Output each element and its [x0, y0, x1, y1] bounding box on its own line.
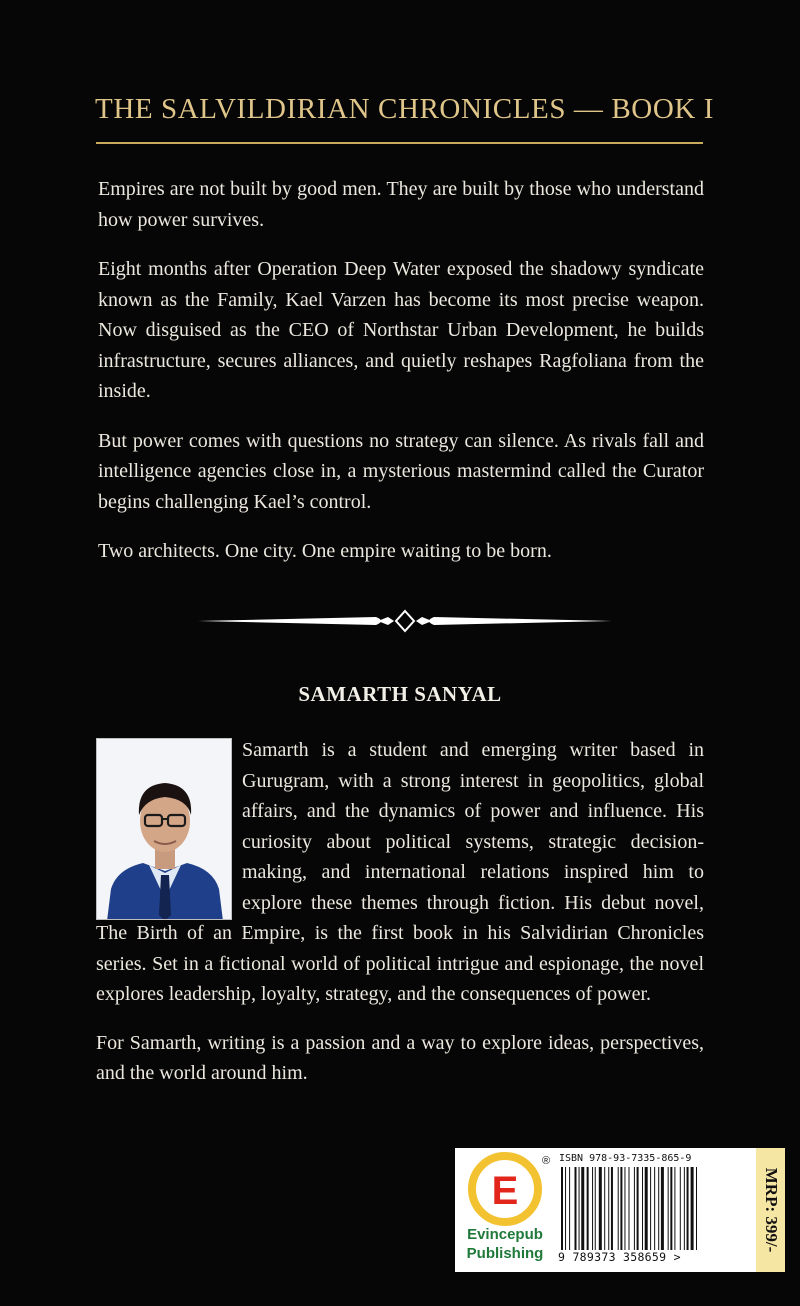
barcode-number: 9 789373 358659 > — [558, 1250, 681, 1264]
bio-paragraph: For Samarth, writing is a passion and a way to explore ideas, perspectives, and the world around him. — [96, 1031, 704, 1084]
series-title: THE SALVILDIRIAN CHRONICLES — BOOK I — [95, 93, 715, 125]
logo-letter: E — [491, 1169, 519, 1213]
author-bio — [96, 735, 704, 1107]
blurb-paragraph: Empires are not built by good men. They are built by those who understand how power survives. — [98, 178, 704, 231]
author-name: SAMARTH SANYAL — [298, 682, 502, 706]
registered-mark: ® — [541, 1155, 550, 1167]
publisher-name-line2: Publishing — [466, 1245, 544, 1262]
publisher-logo-icon — [460, 1152, 550, 1226]
publisher-name-line1: Evincepub — [467, 1226, 543, 1243]
blurb-paragraph: But power comes with questions no strategy can silence. As rivals fall and intelligence agencies close in, a mysterious mastermind called the Curator begins challenging Kael’s control. — [98, 429, 704, 513]
ornamental-divider — [198, 608, 612, 634]
price-label: MRP: 399/- — [761, 1167, 781, 1253]
blurb-paragraph: Eight months after Operation Deep Water exposed the shadowy syndicate known as the Family, Kael Varzen has become its most precise weapon. Now disguised as the CEO of Northstar Urban Development, he builds infrastructure, secures alliances, and quietly reshapes Ragfoliana from the inside. — [98, 258, 704, 402]
price-band — [756, 1148, 785, 1272]
publisher-logo — [460, 1152, 550, 1268]
blurb-paragraph: Two architects. One city. One empire waiting to be born. — [98, 540, 552, 562]
bio-paragraph: Samarth is a student and emerging writer based in Gurugram, with a strong interest in geopolitics, global affairs, and the dynamics of power and influence. His curiosity about political systems, strategic decision-making, and international relations inspired him to explore these themes through fiction. His debut novel, The Birth of an Empire, is the first book in his Salvidirian Chronicles series. Set in a fictional world of political intrigue and espionage, the novel explores leadership, loyalty, strategy, and the consequences of power. — [96, 739, 704, 1005]
barcode — [559, 1167, 744, 1250]
isbn-label: ISBN 978-93-7335-865-9 — [559, 1153, 692, 1164]
title-underline — [96, 142, 703, 144]
back-cover-blurb — [98, 174, 704, 586]
